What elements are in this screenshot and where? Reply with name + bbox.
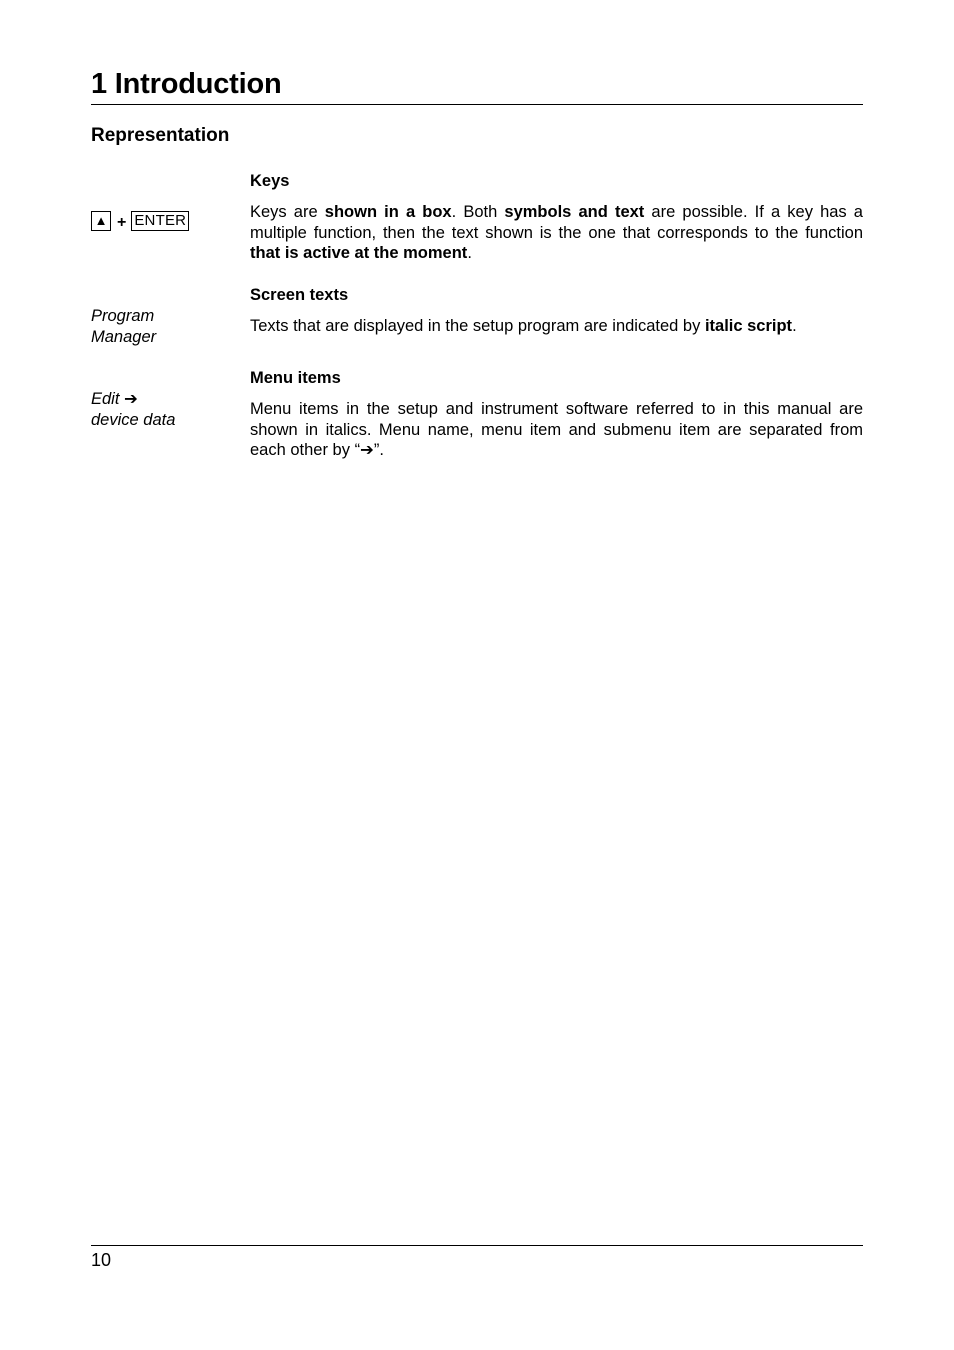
key-example xyxy=(91,209,189,233)
enter-key: ENTER xyxy=(131,211,189,231)
screen-texts-heading: Screen texts xyxy=(250,286,349,304)
footer-rule xyxy=(91,1245,863,1246)
section-heading: Representation xyxy=(91,125,230,146)
plus-sign: + xyxy=(117,214,127,231)
screen-text-example: Program Manager xyxy=(91,307,157,346)
keys-paragraph: Keys are shown in a box. Both symbols and text are possible. If a key has a multiple function, then the text shown is the one that corresponds to the function that is active at the moment. xyxy=(250,203,863,263)
up-arrow-key-icon: ▲ xyxy=(91,211,111,231)
chapter-title: 1 Introduction xyxy=(91,68,282,100)
header-rule xyxy=(91,104,863,105)
menu-item-example: Edit ➔ device data xyxy=(91,390,176,429)
keys-heading: Keys xyxy=(250,172,290,190)
menu-items-paragraph: Menu items in the setup and instrument software referred to in this manual are shown in italics. Menu name, menu item and submenu item are separated from each other by “➔”. xyxy=(250,400,863,460)
menu-items-heading: Menu items xyxy=(250,369,341,387)
screen-texts-paragraph: Texts that are displayed in the setup program are indicated by italic script. xyxy=(250,317,797,335)
page-number: 10 xyxy=(91,1250,112,1270)
